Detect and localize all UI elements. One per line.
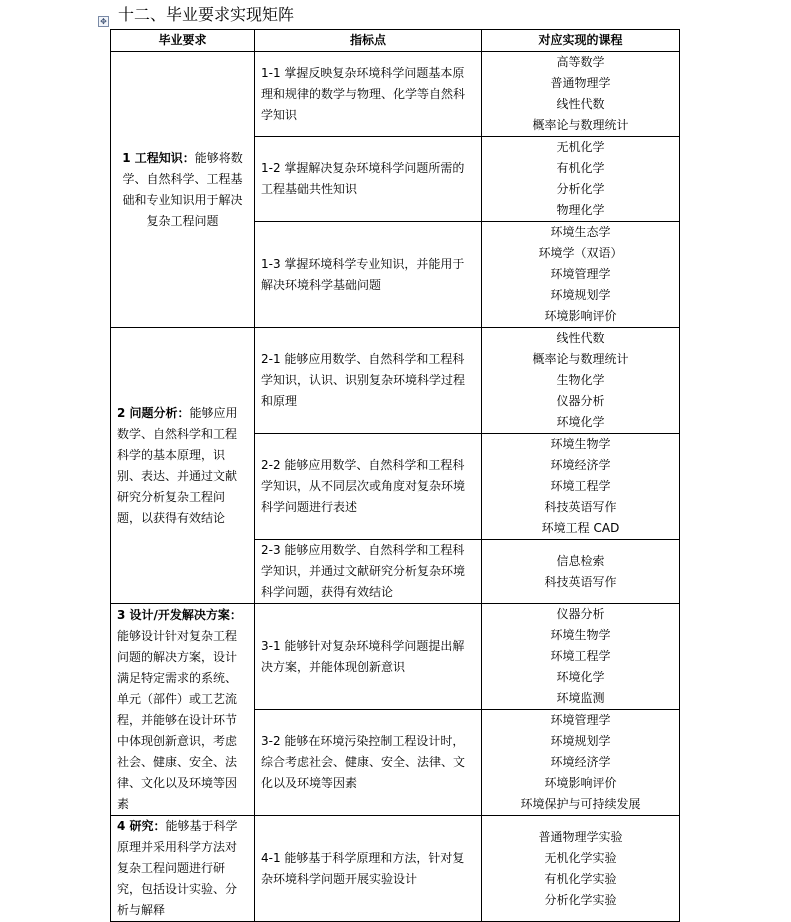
table-row [111,328,680,434]
move-anchor-icon[interactable]: ✥ [98,16,109,27]
course-item: 线性代数 [556,331,605,345]
courses-cell [482,816,680,922]
course-item: 环境生态学 [550,225,611,239]
indicator-cell: 2-3 能够应用数学、自然科学和工程科学知识，并通过文献研究分析复杂环境科学问题，获得有效结论 [255,540,482,604]
indicator-cell: 1-3 掌握环境科学专业知识，并能用于解决环境科学基础问题 [255,222,482,328]
course-item: 环境学（双语） [538,246,623,260]
course-item: 环境工程学 [550,649,611,663]
course-item: 环境生物学 [550,628,611,642]
header-indicator: 指标点 [255,30,482,52]
course-item: 仪器分析 [556,607,605,621]
course-item: 环境规划学 [550,734,611,748]
course-item: 线性代数 [556,97,605,111]
header-requirement: 毕业要求 [111,30,255,52]
header-courses: 对应实现的课程 [482,30,680,52]
indicator-cell: 3-1 能够针对复杂环境科学问题提出解决方案，并能体现创新意识 [255,604,482,710]
course-item: 无机化学 [556,140,605,154]
course-item: 环境管理学 [550,713,611,727]
course-item: 环境工程 CAD [541,521,620,535]
indicator-cell: 2-2 能够应用数学、自然科学和工程科学知识，从不同层次或角度对复杂环境科学问题进行表述 [255,434,482,540]
indicator-cell: 2-1 能够应用数学、自然科学和工程科学知识，认识、识别复杂环境科学过程和原理 [255,328,482,434]
requirement-label: 3 设计/开发解决方案： [117,607,242,622]
requirement-label: 1 工程知识： [122,150,195,165]
course-item: 环境监测 [556,691,605,705]
requirement-text: 能够将数学、自然科学、工程基础和专业知识用于解决复杂工程问题 [122,150,243,228]
course-item: 环境规划学 [550,288,611,302]
courses-cell [482,52,680,137]
courses-cell [482,710,680,816]
course-item: 普通物理学实验 [538,829,623,844]
requirement-text: 能够基于科学原理并采用科学方法对复杂工程问题进行研究，包括设计实验、分析与解释 [117,819,238,917]
course-item: 物理化学 [556,203,605,217]
requirement-cell [111,816,255,922]
table-row [111,816,680,922]
requirements-matrix-table [110,29,680,922]
indicator-cell: 1-1 掌握反映复杂环境科学问题基本原理和规律的数学与物理、化学等自然科学知识 [255,52,482,137]
courses-cell [482,222,680,328]
courses-cell [482,137,680,222]
course-item: 有机化学实验 [544,871,617,886]
courses-cell [482,434,680,540]
course-item: 分析化学 [556,182,605,196]
indicator-cell: 4-1 能够基于科学原理和方法，针对复杂环境科学问题开展实验设计 [255,816,482,922]
table-header-row [111,30,680,52]
course-item: 环境化学 [556,415,605,429]
course-item: 概率论与数理统计 [532,118,629,132]
course-item: 信息检索 [556,553,605,568]
requirement-label: 4 研究： [117,819,166,833]
courses-cell [482,540,680,604]
course-item: 环境工程学 [550,479,611,493]
course-item: 环境经济学 [550,755,611,769]
course-item: 普通物理学 [550,76,611,90]
requirement-label: 2 问题分析： [117,405,190,420]
courses-cell [482,604,680,710]
table-row [111,604,680,710]
course-item: 分析化学实验 [544,892,617,907]
requirement-cell [111,604,255,816]
course-item: 环境保护与可持续发展 [520,797,641,811]
course-item: 概率论与数理统计 [532,352,629,366]
course-item: 有机化学 [556,161,605,175]
requirement-text: 能够设计针对复杂工程问题的解决方案，设计满足特定需求的系统、单元（部件）或工艺流程，并能够在设计环节中体现创新意识，考虑社会、健康、安全、法律、文化以及环境等因素 [117,628,238,811]
course-item: 环境化学 [556,670,605,684]
course-item: 科技英语写作 [544,500,617,514]
course-item: 环境影响评价 [544,309,617,323]
course-item: 环境生物学 [550,437,611,451]
course-item: 高等数学 [556,55,605,69]
requirement-cell [111,52,255,328]
course-item: 环境影响评价 [544,776,617,790]
requirement-cell [111,328,255,604]
course-item: 仪器分析 [556,394,605,408]
course-item: 科技英语写作 [544,574,617,589]
courses-cell [482,328,680,434]
requirement-text: 能够应用数学、自然科学和工程科学的基本原理，识别、表达、并通过文献研究分析复杂工程问题，以获得有效结论 [117,405,238,525]
page-title: 十二、毕业要求实现矩阵 [118,5,295,24]
course-item: 无机化学实验 [544,850,617,865]
course-item: 环境经济学 [550,458,611,472]
course-item: 环境管理学 [550,267,611,281]
indicator-cell: 1-2 掌握解决复杂环境科学问题所需的工程基础共性知识 [255,137,482,222]
indicator-cell: 3-2 能够在环境污染控制工程设计时，综合考虑社会、健康、安全、法律、文化以及环境等因素 [255,710,482,816]
table-row [111,52,680,137]
course-item: 生物化学 [556,373,605,387]
